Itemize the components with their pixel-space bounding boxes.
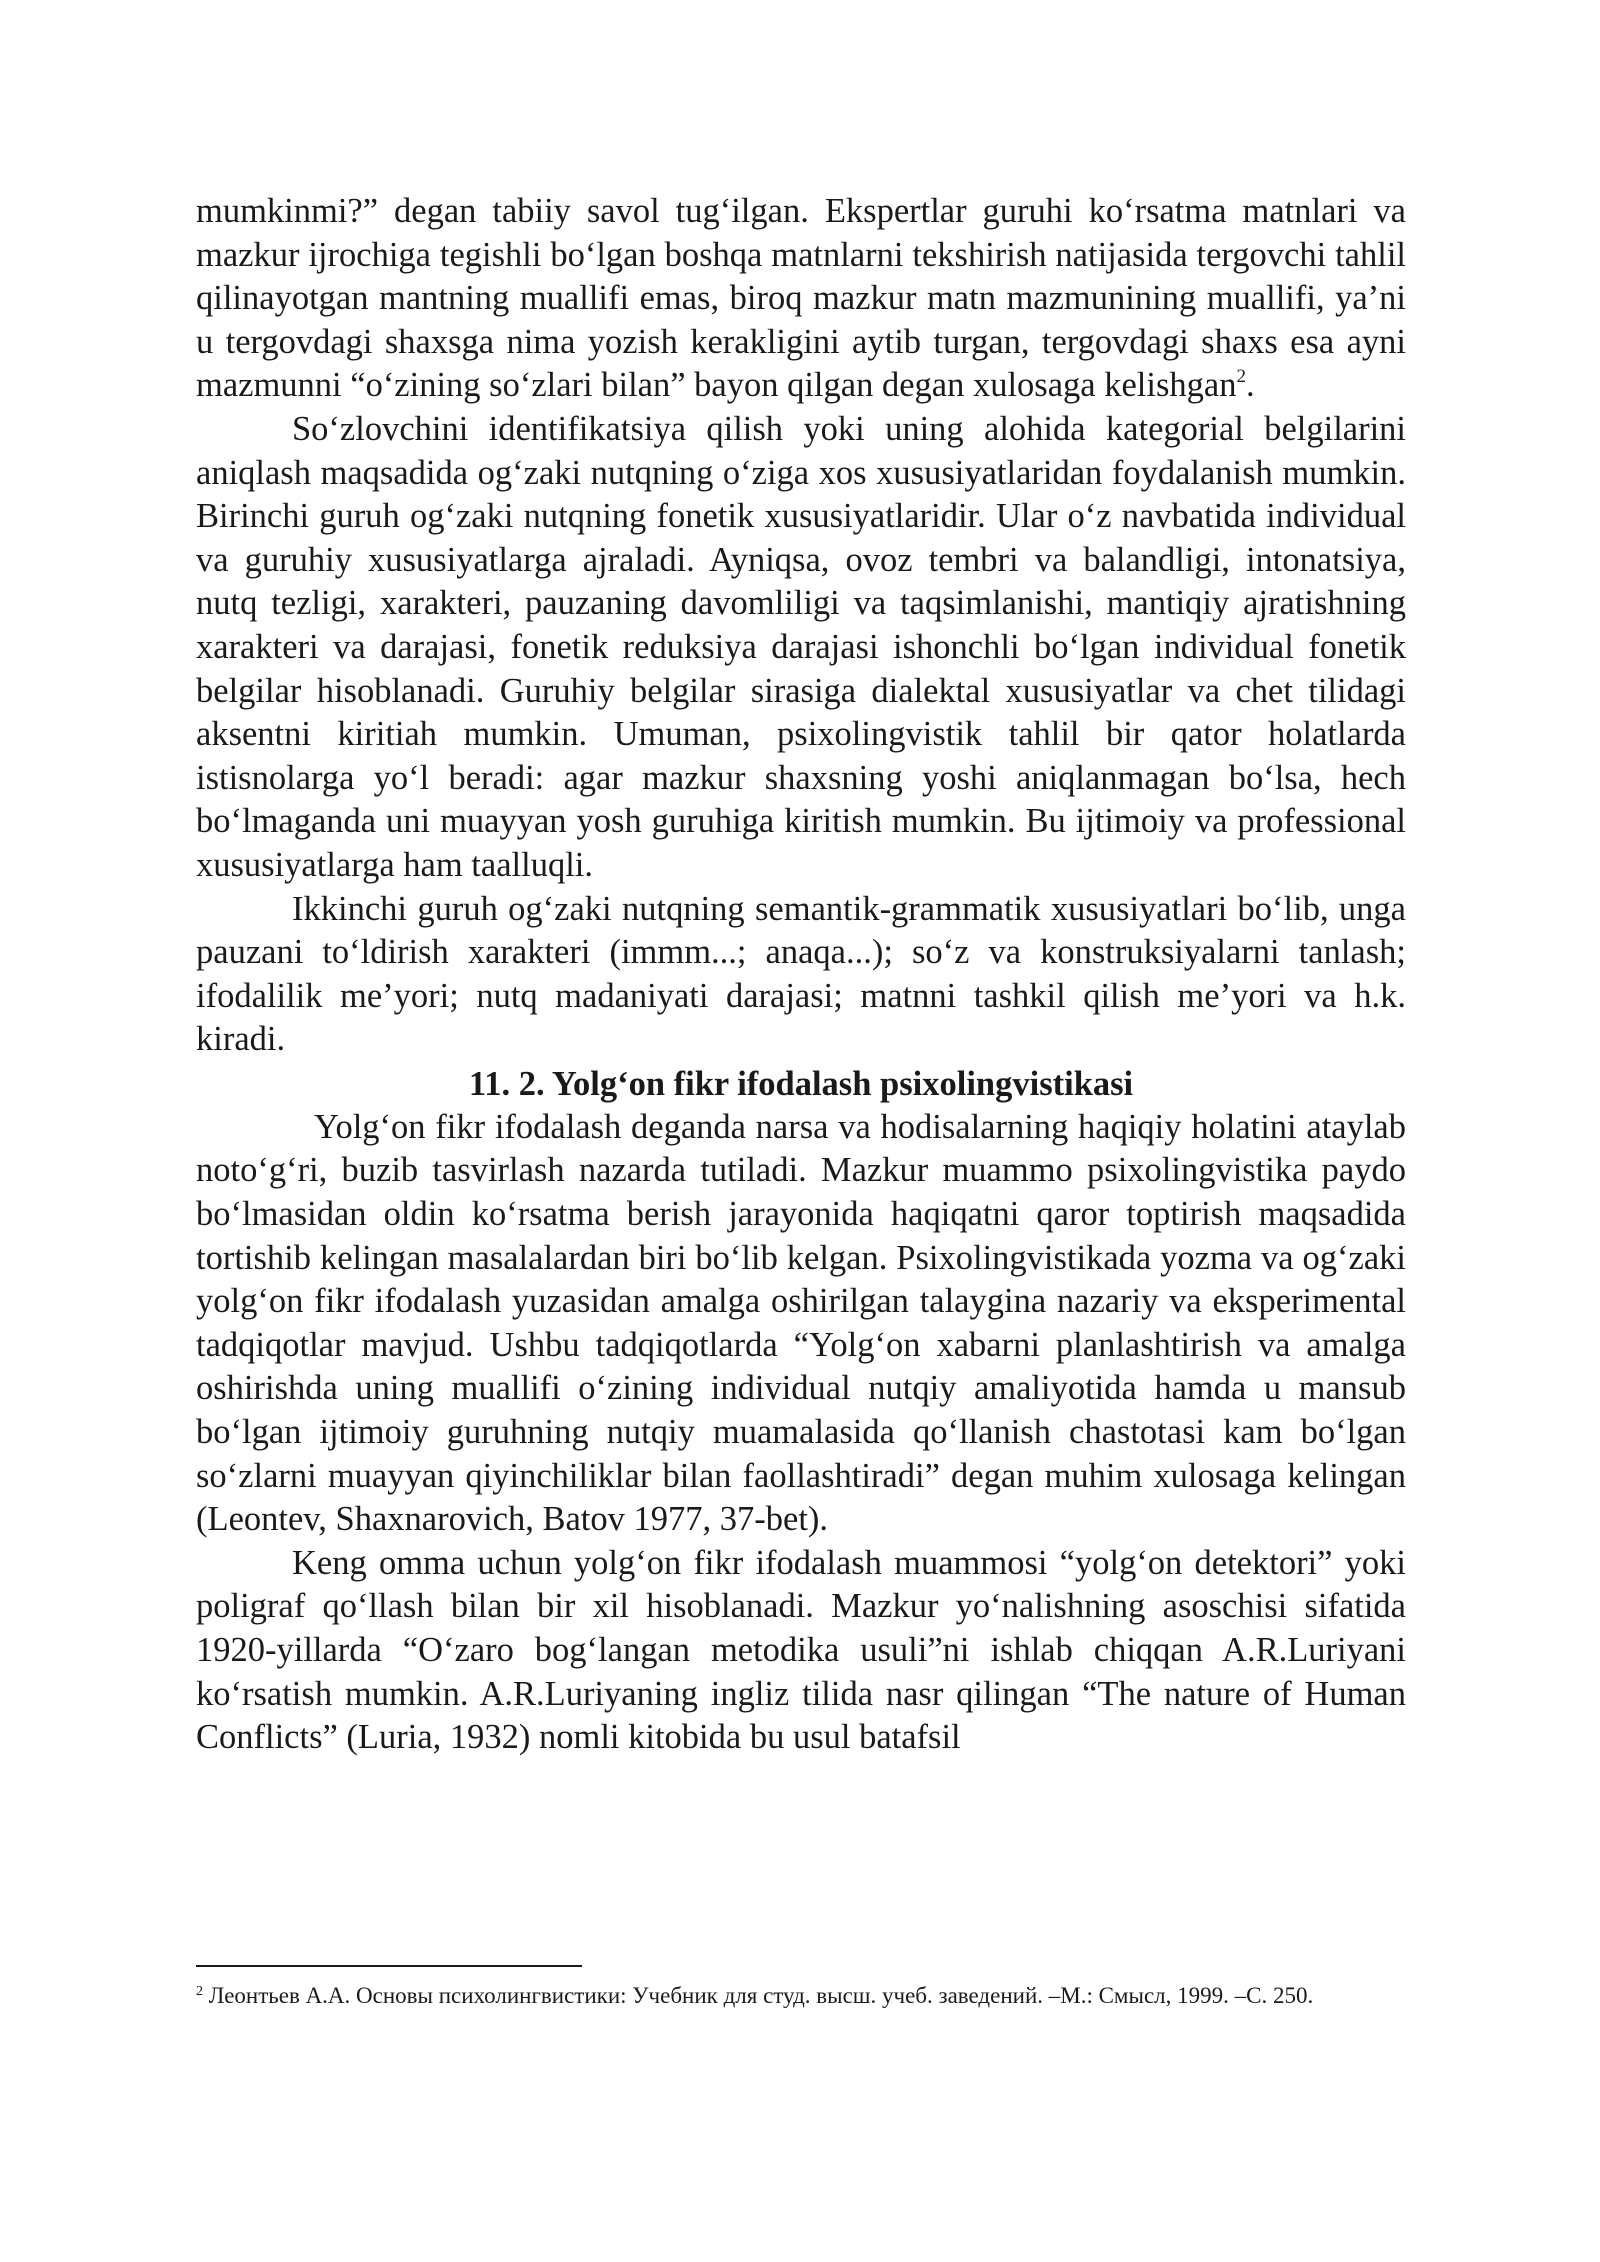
section-heading: 11. 2. Yolg‘on fikr ifodalash psixolingvistikasi xyxy=(468,1064,1134,1103)
paragraph-2: So‘zlovchini identifikatsiya qilish yoki uning alohida kategorial belgilarini aniqlash maqsadida og‘zaki nutqning o‘ziga xos xususiyatlaridan foydalanish mumkin. Birinchi guruh og‘zaki nutqning fonetik xususiyatlaridir. Ular o‘z navbatida individual va guruhiy xususiyatlarga ajraladi. Ayniqsa, ovoz tembri va balandligi, intonatsiya, nutq tezligi, xarakteri, pauzaning davomliligi va taqsimlanishi, mantiqiy ajratishning xarakteri va darajasi, fonetik reduksiya darajasi ishonchli bo‘lgan individual fonetik belgilar hisoblanadi. Guruhiy belgilar sirasiga dialektal xususiyatlar va chet tilidagi aksentni kiritiah mumkin. Umuman, psixolingvistik tahlil bir qator holatlarda istisnolarga yo‘l beradi: agar mazkur shaxsning yoshi aniqlanmagan bo‘lsa, hech bo‘lmaganda uni muayyan yosh guruhiga kiritish mumkin. Bu ijtimoiy va professional xususiyatlarga ham taalluqli. xyxy=(196,409,1406,884)
paragraph-3: Ikkinchi guruh og‘zaki nutqning semantik-grammatik xususiyatlari bo‘lib, unga pauzani to‘ldirish xarakteri (immm...; anaqa...); so‘z va konstruksiyalarni tanlash; ifodalilik me’yori; nutq madaniyati darajasi; matnni tashkil qilish me’yori va h.k. kiradi. xyxy=(196,889,1406,1059)
paragraph-1-text: mumkinmi?” degan tabiiy savol tug‘ilgan. Ekspertlar guruhi ko‘rsatma matnlari va mazkur ijrochiga tegishli bo‘lgan boshqa matnlarni tekshirish natijasida tergovchi tahlil qilinayotgan mantning muallifi emas, biroq mazkur matn mazmunining muallifi, ya’ni u tergovdagi shaxsga nima yozish kerakligini aytib turgan, tergovdagi shaxs esa ayni mazmunni “o‘zining so‘zlari bilan” bayon qilgan degan xulosaga kelishgan xyxy=(196,192,1406,405)
footnote-separator xyxy=(196,1965,582,1967)
paragraph-5: Keng omma uchun yolg‘on fikr ifodalash muammosi “yolg‘on detektori” yoki poligraf qo‘llash bilan bir xil hisoblanadi. Mazkur yo‘nalishning asoschisi sifatida 1920-yillarda “O‘zaro bog‘langan metodika usuli”ni ishlab chiqqan A.R.Luriyani ko‘rsatish mumkin. A.R.Luriyaning ingliz tilida nasr qilingan “The nature of Human Conflicts” (Luria, 1932) nomli kitobida bu usul batafsil xyxy=(196,1543,1406,1757)
paragraph-1 xyxy=(196,190,1406,408)
paragraph-4: Yolg‘on fikr ifodalash deganda narsa va hodisalarning haqiqiy holatini ataylab noto‘g‘ri, buzib tasvirlash nazarda tutiladi. Mazkur muammo psixolingvistika paydo bo‘lmasidan oldin ko‘rsatma berish jarayonida haqiqatni qaror toptirish maqsadida tortishib kelingan masalalardan biri bo‘lib kelgan. Psixolingvistikada yozma va og‘zaki yolg‘on fikr ifodalash yuzasidan amalga oshirilgan talaygina nazariy va eksperimental tadqiqotlar mavjud. Ushbu tadqiqotlarda “Yolg‘on xabarni planlashtirish va amalga oshirishda uning muallifi o‘zining individual nutqiy amaliyotida hamda u mansub bo‘lgan ijtimoiy guruhning nutqiy muamalasida qo‘llanish chastotasi kam bo‘lgan so‘zlarni muayyan qiyinchiliklar bilan faollashtiradi” degan muhim xulosaga kelingan (Leontev, Shaxnarovich, Batov 1977, 37-bet). xyxy=(196,1107,1406,1539)
footnote-marker: 2 xyxy=(196,1984,203,1999)
body-text xyxy=(196,190,1406,1760)
footnote-text: Леонтьев А.А. Основы психолингвистики: Учебник для студ. высш. учеб. заведений. –М.: Смысл, 1999. –С. 250. xyxy=(203,1983,1314,2008)
footnote-reference[interactable]: 2 xyxy=(1236,366,1246,388)
paragraph-1-end: . xyxy=(1245,366,1255,405)
footnote xyxy=(196,1980,1444,2012)
